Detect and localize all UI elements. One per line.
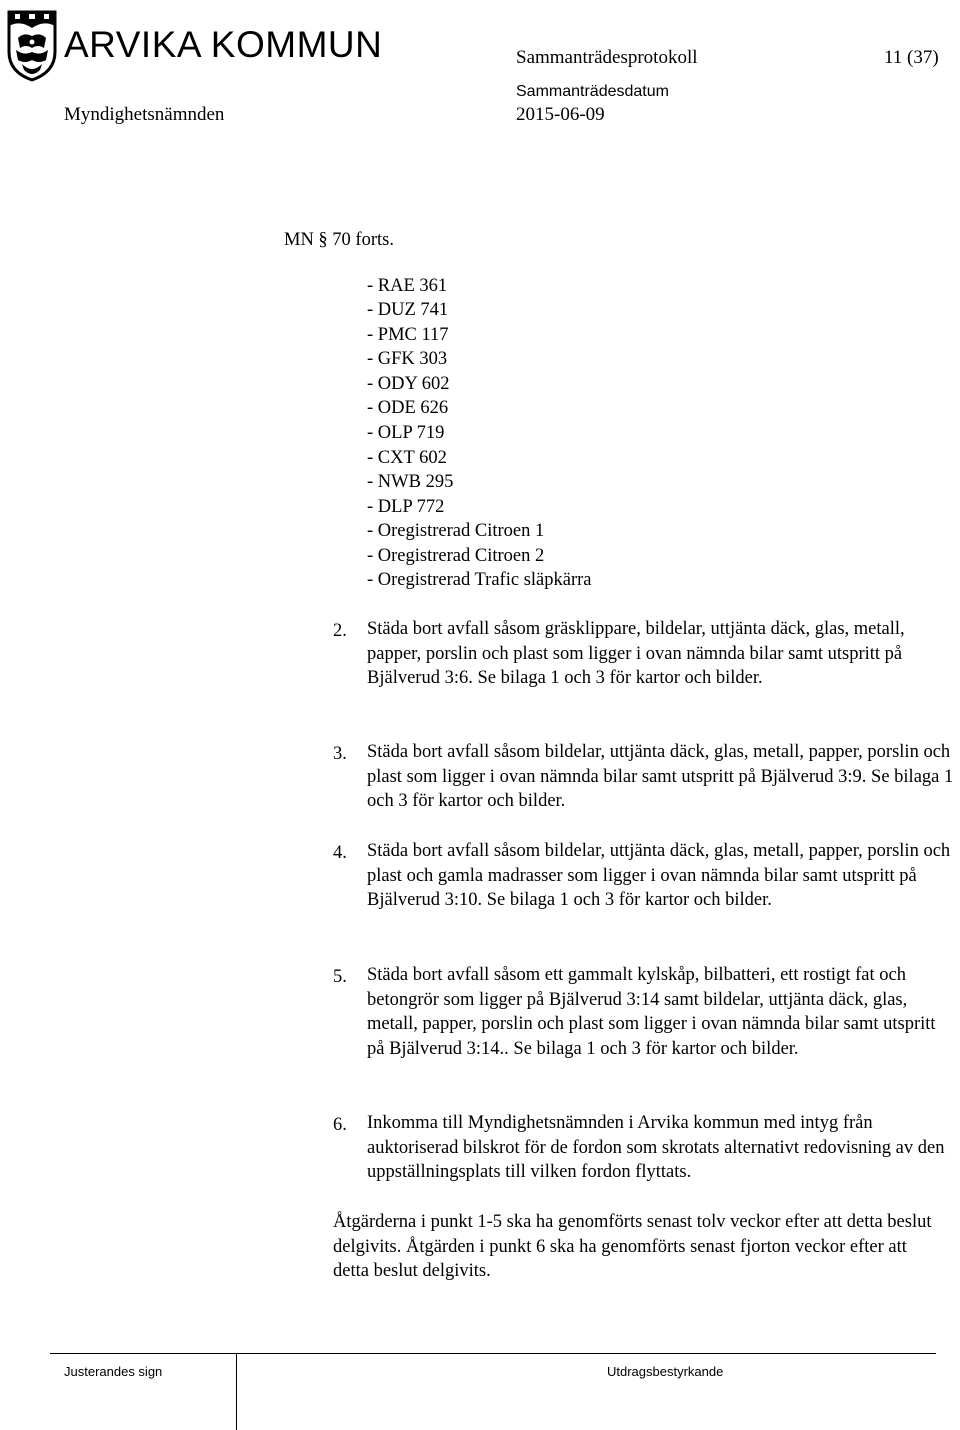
list-item: - DLP 772 — [367, 497, 445, 517]
list-item: - DUZ 741 — [367, 300, 449, 320]
list-item: - ODY 602 — [367, 374, 450, 394]
item-text: Städa bort avfall såsom ett gammalt kylskåp, bilbatteri, ett rostigt fat och betongrör som ligger på Bjälverud 3:14 samt bildelar, uttjänta däck, glas, metall, papper, porslin och plast som ligger i ovan nämnda bilar samt utspritt på Bjälverud 3:14.. Se bilaga 1 och 3 för kartor och bilder. — [367, 965, 936, 1059]
item-number: 6. — [333, 1115, 347, 1135]
meeting-date-label: Sammanträdesdatum — [516, 83, 669, 100]
extract-certification-label: Utdragsbestyrkande — [607, 1364, 724, 1379]
item-number: 5. — [333, 967, 347, 987]
page-number: 11 (37) — [884, 47, 939, 68]
item-number: 3. — [333, 744, 347, 764]
item-number: 2. — [333, 621, 347, 641]
list-item: - Oregistrerad Trafic släpkärra — [367, 570, 592, 590]
item-text: Städa bort avfall såsom bildelar, uttjänta däck, glas, metall, papper, porslin och plast som ligger i ovan nämnda bilar samt utspritt på Bjälverud 3:9. Se bilaga 1 och 3 för kartor och bilder. — [367, 742, 954, 812]
list-item: - OLP 719 — [367, 423, 445, 443]
item-text: Städa bort avfall såsom bildelar, uttjänta däck, glas, metall, papper, porslin och plast och gamla madrasser som ligger i ovan nämnda bilar samt utspritt på Bjälverud 3:10. Se bilaga 1 och 3 för kartor och bilder. — [367, 841, 951, 911]
municipality-brand: ARVIKA KOMMUN — [64, 24, 383, 65]
list-item: - ODE 626 — [367, 398, 449, 418]
list-item: - GFK 303 — [367, 349, 448, 369]
meeting-date: 2015-06-09 — [516, 104, 605, 125]
committee-name: Myndighetsnämnden — [64, 104, 225, 125]
item-text: Inkomma till Myndighetsnämnden i Arvika kommun med intyg från auktoriserad bilskrot för de fordon som skrotats alternativt redovisning av den uppställningsplats till vilken fordon flyttats. — [367, 1113, 945, 1183]
list-item: - Oregistrerad Citroen 1 — [367, 521, 545, 541]
list-item: - CXT 602 — [367, 448, 447, 468]
document-type: Sammanträdesprotokoll — [516, 47, 698, 68]
list-item: - Oregistrerad Citroen 2 — [367, 546, 545, 566]
item-number: 4. — [333, 843, 347, 863]
signature-box-divider — [236, 1353, 237, 1430]
list-item: - RAE 361 — [367, 276, 448, 296]
adjuster-signature-label: Justerandes sign — [64, 1364, 163, 1379]
signature-footer — [0, 1352, 960, 1430]
municipal-coat-of-arms-icon — [6, 8, 58, 82]
list-item: - NWB 295 — [367, 472, 454, 492]
footer-divider — [50, 1353, 936, 1354]
item-text: Städa bort avfall såsom gräsklippare, bildelar, uttjänta däck, glas, metall, papper, porslin och plast som ligger i ovan nämnda bilar samt utspritt på Bjälverud 3:6. Se bilaga 1 och 3 för kartor och bilder. — [367, 619, 905, 689]
list-item: - PMC 117 — [367, 325, 449, 345]
section-heading: MN § 70 forts. — [284, 230, 394, 250]
closing-paragraph: Åtgärderna i punkt 1-5 ska ha genomförts senast tolv veckor efter att detta beslut delgivits. Åtgärden i punkt 6 ska ha genomförts senast fjorton veckor efter att detta beslut delgivits. — [333, 1212, 932, 1282]
